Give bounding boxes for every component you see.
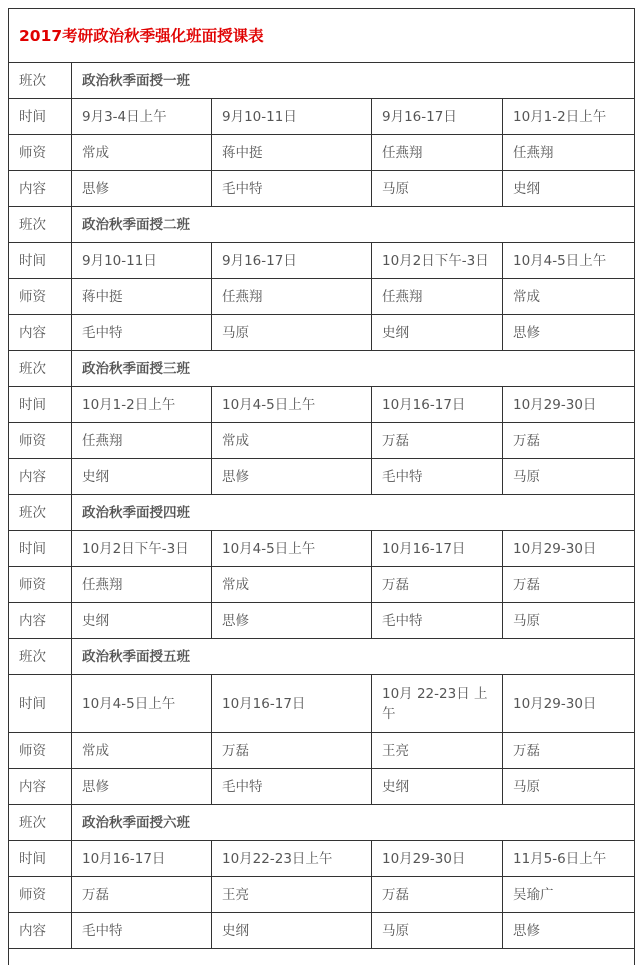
time-cell: 10月4-5日上午 [72, 675, 212, 733]
content-cell: 马原 [212, 315, 372, 351]
content-cell: 思修 [72, 769, 212, 805]
time-cell: 9月3-4日上午 [72, 99, 212, 135]
content-cell: 史纲 [372, 769, 503, 805]
content-cell: 史纲 [72, 459, 212, 495]
teacher-cell: 任燕翔 [503, 135, 635, 171]
time-cell: 10月16-17日 [372, 531, 503, 567]
teacher-cell: 万磊 [503, 733, 635, 769]
time-row [9, 841, 635, 877]
time-cell: 9月10-11日 [212, 99, 372, 135]
teacher-row [9, 135, 635, 171]
time-cell: 10月1-2日上午 [503, 99, 635, 135]
teacher-cell: 万磊 [503, 567, 635, 603]
time-cell: 9月10-11日 [72, 243, 212, 279]
time-label: 时间 [9, 841, 72, 877]
content-cell: 毛中特 [72, 315, 212, 351]
teacher-cell: 吴瑜广 [503, 877, 635, 913]
table-title: 2017考研政治秋季强化班面授课表 [9, 9, 635, 63]
time-cell: 10月16-17日 [72, 841, 212, 877]
class-label: 班次 [9, 805, 72, 841]
content-row [9, 603, 635, 639]
content-label: 内容 [9, 603, 72, 639]
time-row [9, 675, 635, 733]
content-row [9, 171, 635, 207]
class-label: 班次 [9, 495, 72, 531]
class-row [9, 495, 635, 531]
content-cell: 思修 [72, 171, 212, 207]
content-cell: 马原 [503, 603, 635, 639]
teacher-cell: 任燕翔 [372, 135, 503, 171]
content-cell: 马原 [503, 769, 635, 805]
content-cell: 毛中特 [372, 603, 503, 639]
teacher-row [9, 423, 635, 459]
content-cell: 思修 [503, 315, 635, 351]
content-cell: 思修 [212, 603, 372, 639]
time-cell: 10月29-30日 [372, 841, 503, 877]
content-label: 内容 [9, 459, 72, 495]
teacher-cell: 万磊 [372, 423, 503, 459]
time-cell: 10月29-30日 [503, 387, 635, 423]
content-cell: 史纲 [372, 315, 503, 351]
time-cell: 10月29-30日 [503, 531, 635, 567]
teacher-cell: 常成 [212, 567, 372, 603]
teacher-cell: 万磊 [212, 733, 372, 769]
teacher-cell: 常成 [503, 279, 635, 315]
content-cell: 马原 [372, 171, 503, 207]
teacher-cell: 常成 [212, 423, 372, 459]
schedule-table [8, 8, 635, 965]
teacher-cell: 王亮 [212, 877, 372, 913]
class-name: 政治秋季面授五班 [72, 639, 635, 675]
teacher-cell: 万磊 [372, 567, 503, 603]
teacher-label: 师资 [9, 733, 72, 769]
teacher-row [9, 279, 635, 315]
content-row [9, 913, 635, 949]
teacher-cell: 蒋中挺 [72, 279, 212, 315]
content-label: 内容 [9, 315, 72, 351]
time-row [9, 243, 635, 279]
time-cell: 9月16-17日 [212, 243, 372, 279]
time-label: 时间 [9, 99, 72, 135]
teacher-row [9, 733, 635, 769]
teacher-cell: 万磊 [72, 877, 212, 913]
teacher-label: 师资 [9, 279, 72, 315]
class-name: 政治秋季面授三班 [72, 351, 635, 387]
content-row [9, 769, 635, 805]
class-row [9, 639, 635, 675]
teacher-cell: 任燕翔 [72, 423, 212, 459]
class-row [9, 805, 635, 841]
teacher-row [9, 567, 635, 603]
time-label: 时间 [9, 531, 72, 567]
content-cell: 思修 [503, 913, 635, 949]
content-label: 内容 [9, 913, 72, 949]
class-label: 班次 [9, 63, 72, 99]
content-label: 内容 [9, 769, 72, 805]
time-cell: 10月16-17日 [212, 675, 372, 733]
teacher-cell: 常成 [72, 733, 212, 769]
content-row [9, 459, 635, 495]
time-row [9, 531, 635, 567]
time-label: 时间 [9, 675, 72, 733]
teacher-cell: 任燕翔 [372, 279, 503, 315]
teacher-cell: 常成 [72, 135, 212, 171]
teacher-cell: 任燕翔 [212, 279, 372, 315]
class-name: 政治秋季面授六班 [72, 805, 635, 841]
content-cell: 马原 [503, 459, 635, 495]
time-row [9, 99, 635, 135]
class-label: 班次 [9, 639, 72, 675]
class-name: 政治秋季面授四班 [72, 495, 635, 531]
class-row [9, 351, 635, 387]
teacher-cell: 万磊 [372, 877, 503, 913]
teacher-cell: 蒋中挺 [212, 135, 372, 171]
teacher-label: 师资 [9, 135, 72, 171]
teacher-cell: 万磊 [503, 423, 635, 459]
time-label: 时间 [9, 387, 72, 423]
time-label: 时间 [9, 243, 72, 279]
time-cell: 10月4-5日上午 [503, 243, 635, 279]
content-cell: 毛中特 [372, 459, 503, 495]
teacher-cell: 王亮 [372, 733, 503, 769]
teacher-row [9, 877, 635, 913]
content-cell: 史纲 [212, 913, 372, 949]
content-row [9, 315, 635, 351]
teacher-label: 师资 [9, 567, 72, 603]
time-cell: 10月1-2日上午 [72, 387, 212, 423]
content-label: 内容 [9, 171, 72, 207]
time-cell: 10月2日下午-3日 [72, 531, 212, 567]
class-label: 班次 [9, 351, 72, 387]
time-cell: 9月16-17日 [372, 99, 503, 135]
teacher-label: 师资 [9, 423, 72, 459]
time-cell: 11月5-6日上午 [503, 841, 635, 877]
time-cell: 10月16-17日 [372, 387, 503, 423]
time-cell: 10月22-23日上午 [212, 841, 372, 877]
time-cell: 10月29-30日 [503, 675, 635, 733]
content-cell: 马原 [372, 913, 503, 949]
teacher-label: 师资 [9, 877, 72, 913]
content-cell: 毛中特 [72, 913, 212, 949]
teacher-cell: 任燕翔 [72, 567, 212, 603]
content-cell: 毛中特 [212, 769, 372, 805]
time-cell: 10月 22-23日 上午 [372, 675, 503, 733]
content-cell: 史纲 [503, 171, 635, 207]
time-cell: 10月4-5日上午 [212, 531, 372, 567]
time-cell: 10月2日下午-3日 [372, 243, 503, 279]
content-cell: 史纲 [72, 603, 212, 639]
class-row [9, 207, 635, 243]
time-row [9, 387, 635, 423]
content-cell: 思修 [212, 459, 372, 495]
class-row [9, 63, 635, 99]
class-name: 政治秋季面授一班 [72, 63, 635, 99]
class-label: 班次 [9, 207, 72, 243]
class-name: 政治秋季面授二班 [72, 207, 635, 243]
time-cell: 10月4-5日上午 [212, 387, 372, 423]
content-cell: 毛中特 [212, 171, 372, 207]
